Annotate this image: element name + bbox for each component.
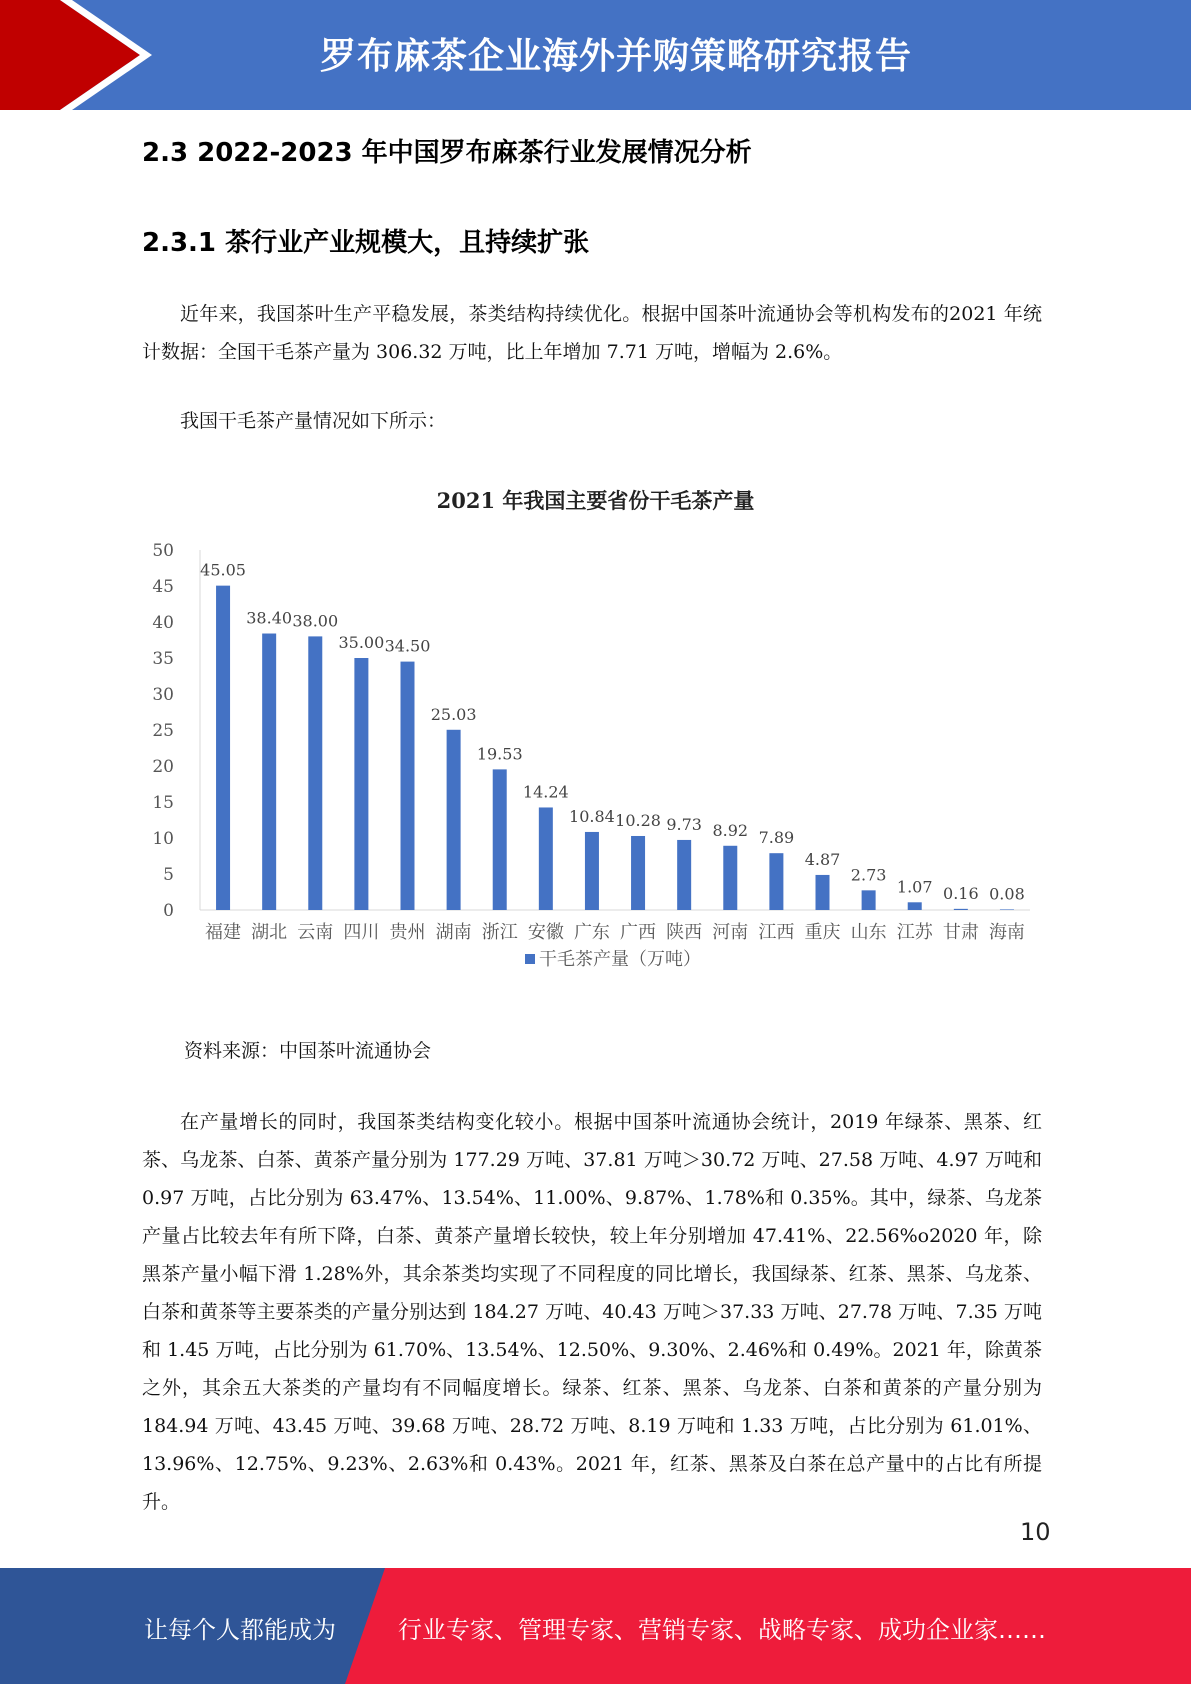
footer-slogan-left: 让每个人都能成为 <box>144 1616 336 1644</box>
section-heading: 2.3 2022-2023 年中国罗布麻茶行业发展情况分析 <box>142 138 752 168</box>
data-label: 38.40 <box>246 608 293 628</box>
data-label: 7.89 <box>758 828 795 848</box>
y-tick-label: 5 <box>163 865 174 885</box>
data-label: 14.24 <box>522 782 569 802</box>
data-label: 10.84 <box>569 806 615 826</box>
bar <box>262 634 276 910</box>
bar <box>216 586 230 910</box>
x-tick-label: 重庆 <box>804 922 841 943</box>
bar-chart <box>140 530 1040 980</box>
bar <box>908 902 922 910</box>
x-tick-label: 安徽 <box>527 922 564 943</box>
report-title: 罗布麻茶企业海外并购策略研究报告 <box>320 36 913 77</box>
bar <box>585 832 599 910</box>
y-tick-label: 45 <box>152 577 174 597</box>
data-label: 34.50 <box>384 636 431 656</box>
bar <box>354 658 368 910</box>
page-number: 10 <box>1020 1518 1051 1546</box>
y-tick-label: 15 <box>152 793 174 813</box>
bar <box>493 769 507 910</box>
subsection-heading: 2.3.1 茶行业产业规模大，且持续扩张 <box>142 228 590 258</box>
x-tick-label: 山东 <box>850 922 887 943</box>
data-label: 45.05 <box>200 560 246 580</box>
data-label: 25.03 <box>430 704 477 724</box>
x-tick-label: 甘肃 <box>942 922 979 943</box>
legend-swatch <box>525 954 535 964</box>
data-label: 2.73 <box>850 865 887 885</box>
x-tick-label: 广东 <box>573 922 610 943</box>
x-tick-label: 江西 <box>758 922 795 943</box>
x-tick-label: 江苏 <box>896 922 933 943</box>
data-label: 9.73 <box>666 814 702 834</box>
x-tick-label: 湖南 <box>435 922 472 943</box>
data-label: 1.07 <box>896 877 933 897</box>
y-tick-label: 25 <box>152 721 174 741</box>
body-paragraph: 在产量增长的同时，我国茶类结构变化较小。根据中国茶叶流通协会统计，2019 年绿茶、黑茶、红茶、乌龙茶、白茶、黄茶产量分别为 177.29 万吨、37.81 万吨＞30.72 万吨、27.58 万吨、4.97 万吨和 0.97 万吨，占比分别为 63.47%、13.54%、11.00%、9.87%、1.78%和 0.35%。其中，绿茶、乌龙茶产量占比较去年有所下降，白茶、黄茶产量增长较快，较上年分别增加 47.41%、22.56%o2020 年，除黑茶产量小幅下滑 1.28%外，其余茶类均实现了不同程度的同比增长，我国绿茶、红茶、黑茶、乌龙茶、白茶和黄茶等主要茶类的产量分别达到 184.27 万吨、40.43 万吨＞37.33 万吨、27.78 万吨、7.35 万吨和 1.45 万吨，占比分别为 61.70%、13.54%、12.50%、9.30%、2.46%和 0.49%。2021 年，除黄茶之外，其余五大茶类的产量均有不同幅度增长。绿茶、红茶、黑茶、乌龙茶、白茶和黄茶的产量分别为 184.94 万吨、43.45 万吨、39.68 万吨、28.72 万吨、8.19 万吨和 1.33 万吨，占比分别为 61.01%、13.96%、12.75%、9.23%、2.63%和 0.43%。2021 年，红茶、黑茶及白茶在总产量中的占比有所提升。 <box>142 1111 1042 1513</box>
y-tick-label: 50 <box>152 541 174 561</box>
bar <box>723 846 737 910</box>
x-tick-label: 福建 <box>205 922 242 943</box>
data-label: 19.53 <box>476 744 523 764</box>
bar <box>447 730 461 910</box>
footer-slogan-right: 行业专家、管理专家、营销专家、战略专家、成功企业家…… <box>398 1616 1046 1644</box>
source-note: 资料来源：中国茶叶流通协会 <box>184 1040 432 1062</box>
x-tick-label: 云南 <box>297 922 334 943</box>
bar <box>816 875 830 910</box>
data-label: 4.87 <box>804 849 841 869</box>
x-tick-label: 陕西 <box>666 922 703 943</box>
intro-paragraph: 近年来，我国茶叶生产平稳发展，茶类结构持续优化。根据中国茶叶流通协会等机构发布的2021 年统计数据：全国干毛茶产量为 306.32 万吨，比上年增加 7.71 万吨，增幅为 2.6%。 <box>142 303 1042 363</box>
y-tick-label: 10 <box>152 829 174 849</box>
bar <box>677 840 691 910</box>
x-tick-label: 浙江 <box>481 922 518 943</box>
data-label: 8.92 <box>712 820 749 840</box>
y-tick-label: 40 <box>152 613 174 633</box>
bar <box>539 807 553 910</box>
x-tick-label: 广西 <box>620 922 657 943</box>
data-label: 38.00 <box>292 611 339 631</box>
x-tick-label: 河南 <box>712 922 749 943</box>
bar <box>1000 909 1014 910</box>
data-label: 0.16 <box>943 883 979 903</box>
x-tick-label: 湖北 <box>251 922 288 943</box>
bar <box>631 836 645 910</box>
bar <box>769 853 783 910</box>
y-tick-label: 20 <box>152 757 174 777</box>
y-tick-label: 30 <box>152 685 174 705</box>
y-tick-label: 0 <box>163 901 174 921</box>
bar <box>308 636 322 910</box>
data-label: 10.28 <box>615 810 661 830</box>
x-tick-label: 贵州 <box>389 922 426 943</box>
bar <box>954 909 968 910</box>
y-tick-label: 35 <box>152 649 174 669</box>
data-label: 35.00 <box>338 633 385 652</box>
data-label: 0.08 <box>989 884 1025 904</box>
bar <box>862 890 876 910</box>
bar <box>401 662 415 910</box>
header-arrow-decoration <box>0 0 160 110</box>
x-tick-label: 四川 <box>343 922 380 943</box>
chart-title: 2021 年我国主要省份干毛茶产量 <box>436 488 755 513</box>
legend-label: 干毛茶产量（万吨） <box>539 949 701 970</box>
chart-lead-paragraph: 我国干毛茶产量情况如下所示： <box>180 410 447 432</box>
x-tick-label: 海南 <box>988 922 1025 943</box>
